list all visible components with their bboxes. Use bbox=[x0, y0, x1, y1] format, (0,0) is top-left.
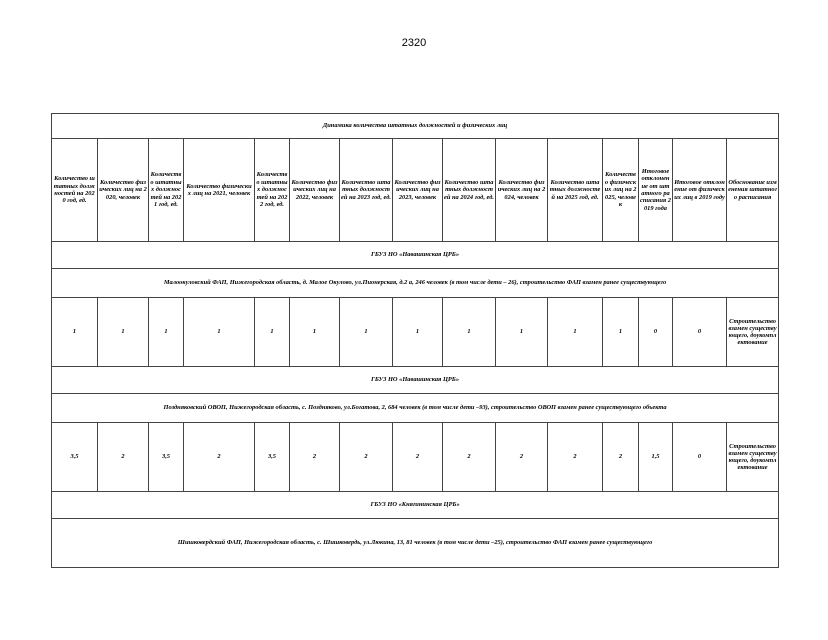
page-number: 2320 bbox=[401, 37, 427, 49]
value-cell: 2 bbox=[340, 423, 393, 492]
value-cell: 3,5 bbox=[52, 423, 98, 492]
column-header: Итоговое отклонение от штатного расписания 2019 года bbox=[639, 139, 673, 242]
value-cell: 1 bbox=[443, 298, 496, 367]
column-header: Обоснование изменения штатного расписания bbox=[727, 139, 779, 242]
column-header: Количество физических лиц на 2020, человек bbox=[98, 139, 149, 242]
value-cell: 1 bbox=[290, 298, 340, 367]
value-cell: 1 bbox=[393, 298, 443, 367]
value-cell: 3,5 bbox=[149, 423, 184, 492]
value-cell: 1 bbox=[52, 298, 98, 367]
column-header: Количество штатных должностей на 2024 год, ед. bbox=[443, 139, 496, 242]
table-title: Динамика количества штатных должностей и физических лиц bbox=[52, 114, 779, 139]
value-cell: 2 bbox=[548, 423, 603, 492]
value-cell: 2 bbox=[603, 423, 639, 492]
value-cell: 3,5 bbox=[255, 423, 290, 492]
value-cell: 0 bbox=[639, 298, 673, 367]
org-row bbox=[52, 242, 779, 269]
value-cell: 2 bbox=[98, 423, 149, 492]
value-cell: 1 bbox=[340, 298, 393, 367]
value-cell: 1 bbox=[496, 298, 548, 367]
value-cell: 1 bbox=[98, 298, 149, 367]
org-name: ГБУЗ НО «Навашинская ЦРБ» bbox=[52, 367, 779, 394]
value-cell: 2 bbox=[393, 423, 443, 492]
value-cell: 1 bbox=[548, 298, 603, 367]
site-description: Малоокуловский ФАП, Нижегородская область, д. Малое Окулово, ул.Пионерская, д.2 а, 246 человек (в том числе дети – 26), строительство ФАП взамен ранее существующего bbox=[52, 269, 779, 298]
site-row bbox=[52, 269, 779, 298]
reason-cell: Строительство взамен существующего, доукомплектование bbox=[727, 298, 779, 367]
value-cell: 2 bbox=[496, 423, 548, 492]
column-header: Количество штатных должностей на 2021 год, ед. bbox=[149, 139, 184, 242]
org-row bbox=[52, 492, 779, 519]
value-cell: 1,5 bbox=[639, 423, 673, 492]
column-header: Количество штатных должностей на 2023 год, ед. bbox=[340, 139, 393, 242]
column-header: Количество физических лиц на 2022, человек bbox=[290, 139, 340, 242]
site-row bbox=[52, 394, 779, 423]
value-cell: 2 bbox=[290, 423, 340, 492]
value-cell: 2 bbox=[184, 423, 255, 492]
value-cell: 1 bbox=[149, 298, 184, 367]
value-cell: 1 bbox=[184, 298, 255, 367]
reason-cell: Строительство взамен существующего, доукомплектование bbox=[727, 423, 779, 492]
column-header: Количество штатных должностей на 2022 год, ед. bbox=[255, 139, 290, 242]
org-name: ГБУЗ НО «Навашинская ЦРБ» bbox=[52, 242, 779, 269]
org-name: ГБУЗ НО «Княгининская ЦРБ» bbox=[52, 492, 779, 519]
column-header: Итоговое отклонение от физических лиц в 2019 году bbox=[673, 139, 727, 242]
value-cell: 1 bbox=[603, 298, 639, 367]
table-row bbox=[52, 298, 779, 367]
column-header: Количество штатных должностей на 2020 год, ед. bbox=[52, 139, 98, 242]
column-header: Количество физических лиц на 2025, человек bbox=[603, 139, 639, 242]
table-row bbox=[52, 423, 779, 492]
value-cell: 1 bbox=[255, 298, 290, 367]
site-description: Поздняковский ОВОП, Нижегородская область, с. Поздняково, ул.Богатова, 2, 684 человек (в том числе дети –93), строительство ОВОП взамен ранее существующего объекта bbox=[52, 394, 779, 423]
org-row bbox=[52, 367, 779, 394]
column-header: Количество физических лиц на 2024, человек bbox=[496, 139, 548, 242]
value-cell: 0 bbox=[673, 298, 727, 367]
value-cell: 0 bbox=[673, 423, 727, 492]
value-cell: 2 bbox=[443, 423, 496, 492]
site-row bbox=[52, 519, 779, 568]
header-row bbox=[52, 139, 779, 242]
column-header: Количество физических лиц на 2023, человек bbox=[393, 139, 443, 242]
column-header: Количество штатных должностей на 2025 год, ед. bbox=[548, 139, 603, 242]
column-header: Количество физических лиц на 2021, человек bbox=[184, 139, 255, 242]
staffing-dynamics-table bbox=[51, 113, 779, 568]
site-description: Шишковердский ФАП, Нижегородская область, с. Шишковердь, ул.Люкина, 13, 81 человек (в том числе дети –25), строительство ФАП взамен ранее существующего bbox=[52, 519, 779, 568]
